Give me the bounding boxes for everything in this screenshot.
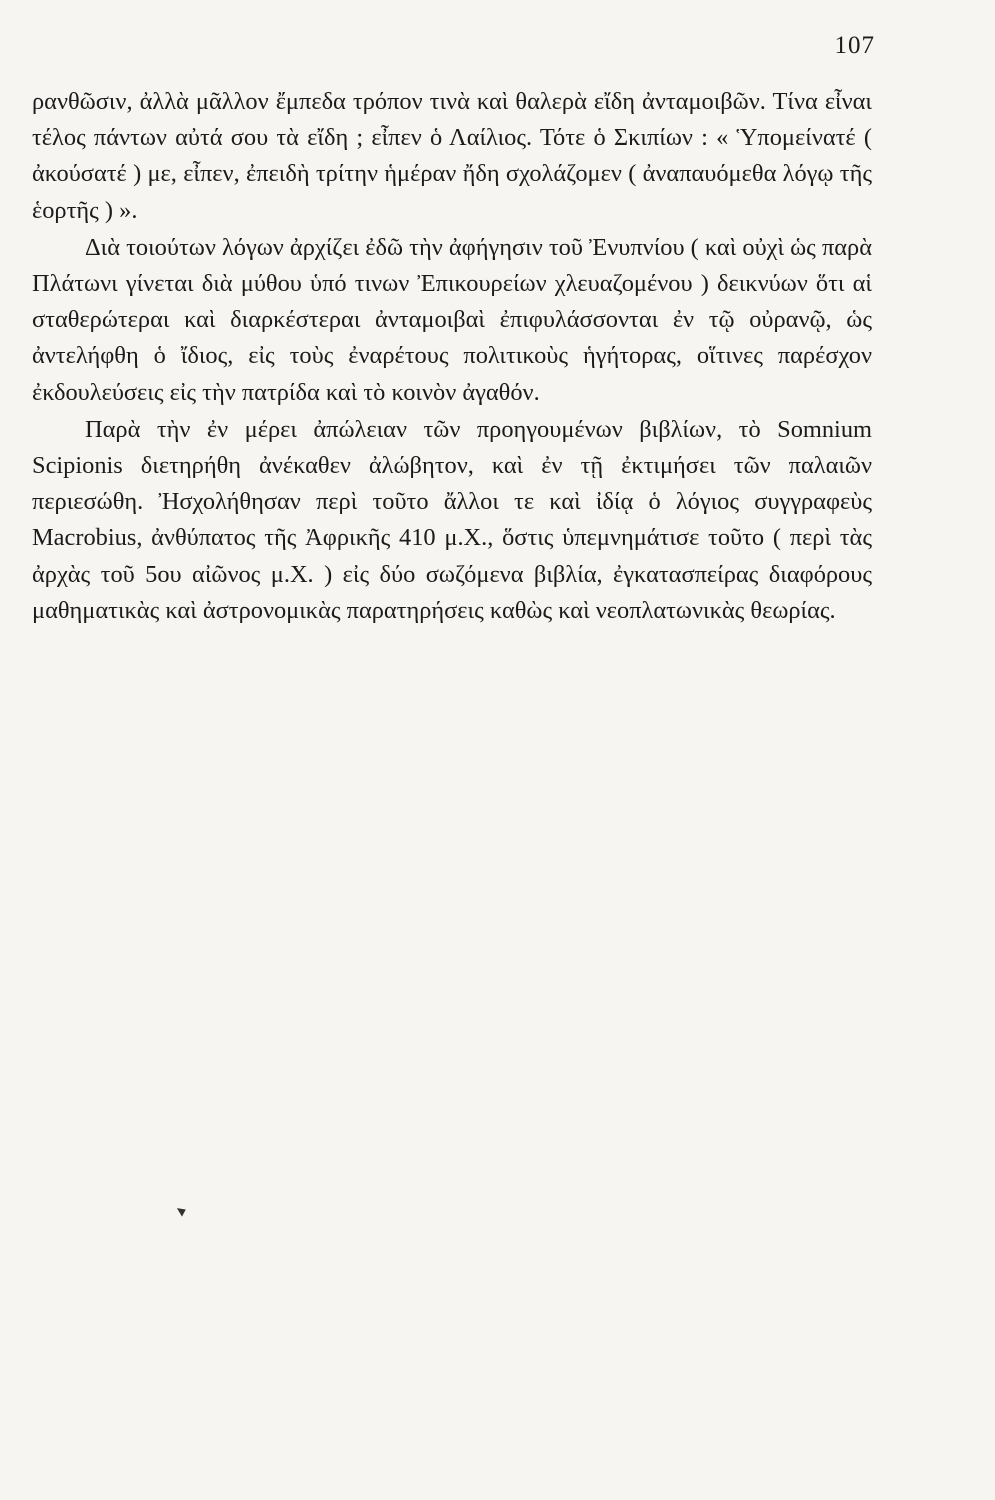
- body-text: [32, 84, 872, 629]
- stray-ink-mark: [173, 1203, 190, 1220]
- page-number: 107: [834, 32, 875, 59]
- paragraph-3: Παρὰ τὴν ἐν μέρει ἀπώλειαν τῶν προηγουμένων βιβλίων, τὸ Somnium Scipionis διετηρήθη ἀνέκαθεν ἀλώβητον, καὶ ἐν τῇ ἐκτιμήσει τῶν παλαιῶν περιεσώθη. Ἠσχολήθησαν περὶ τοῦτο ἄλλοι τε καὶ ἰδίᾳ ὁ λόγιος συγγραφεὺς Macrobius, ἀνθύπατος τῆς Ἀφρικῆς 410 μ.Χ., ὅστις ὑπεμνημάτισε τοῦτο ( περὶ τὰς ἀρχὰς τοῦ 5ου αἰῶνος μ.Χ. ) εἰς δύο σωζόμενα βιβλία, ἐγκατασπείρας διαφόρους μαθηματικὰς καὶ ἀστρονομικὰς παρατηρήσεις καθὼς καὶ νεοπλατωνικὰς θεωρίας.: [32, 415, 872, 624]
- paragraph-1: ρανθῶσιν, ἀλλὰ μᾶλλον ἔμπεδα τρόπον τινὰ καὶ θαλερὰ εἴδη ἀνταμοιβῶν. Τίνα εἶναι τέλος πάντων αὐτά σου τὰ εἴδη ; εἶπεν ὁ Λαίλιος. Τότε ὁ Σκιπίων : « Ὑπομείνατέ ( ἀκούσατέ ) με, εἶπεν, ἐπειδὴ τρίτην ἡμέραν ἤδη σχολάζομεν ( ἀναπαυόμεθα λόγῳ τῆς ἑορτῆς ) ».: [32, 88, 872, 224]
- paragraph-2: Διὰ τοιούτων λόγων ἀρχίζει ἐδῶ τὴν ἀφήγησιν τοῦ Ἐνυπνίου ( καὶ οὐχὶ ὡς παρὰ Πλάτωνι γίνεται διὰ μύθου ὑπό τινων Ἐπικουρείων χλευαζομένου ) δεικνύων ὅτι αἱ σταθερώτεραι καὶ διαρκέστεραι ἀνταμοιβαὶ ἐπιφυλάσσονται ἐν τῷ οὐρανῷ, ὡς ἀντελήφθη ὁ ἴδιος, εἰς τοὺς ἐναρέτους πολιτικοὺς ἡγήτορας, οἵτινες παρέσχον ἐκδουλεύσεις εἰς τὴν πατρίδα καὶ τὸ κοινὸν ἀγαθόν.: [32, 233, 872, 406]
